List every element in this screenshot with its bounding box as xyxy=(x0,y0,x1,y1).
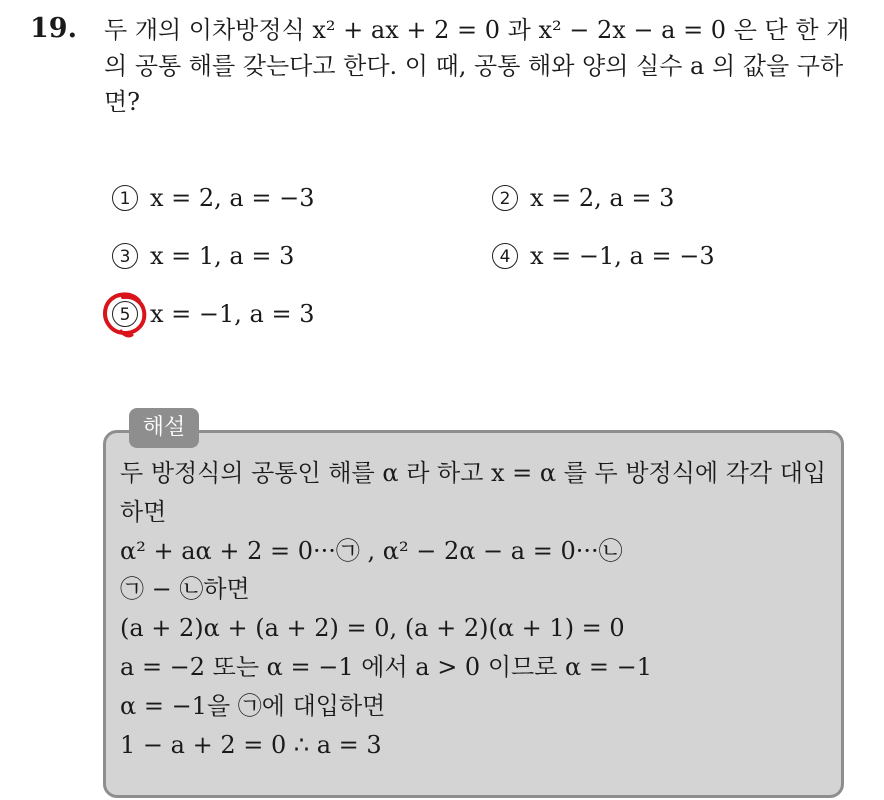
solution-line-3: ㉠ − ㉡하면 xyxy=(120,575,250,604)
solution-line-4: (a + 2)α + (a + 2) = 0, (a + 2)(α + 1) = 0 xyxy=(120,614,625,643)
solution-tag: 해설 xyxy=(129,408,199,448)
choice-2-number: 2 xyxy=(492,185,518,211)
solution-line-6: α = −1을 ㉠에 대입하면 xyxy=(120,691,386,720)
answer-circle-tail xyxy=(121,331,132,336)
choice-2[interactable] xyxy=(492,178,832,218)
choice-3-text: x = 1, a = 3 xyxy=(150,242,295,270)
choice-1-text: x = 2, a = −3 xyxy=(150,184,315,212)
choice-1[interactable] xyxy=(112,178,492,218)
choice-4[interactable] xyxy=(492,236,832,276)
question-text: 두 개의 이차방정식 x² + ax + 2 = 0 과 x² − 2x − a = 0 은 단 한 개의 공통 해를 갖는다고 한다. 이 때, 공통 해와 양의 실수 a 의 값을 구하면? xyxy=(104,16,850,116)
choice-5-number: 5 xyxy=(112,301,138,327)
answer-choices xyxy=(112,178,832,334)
question-number: 19. xyxy=(30,13,77,44)
choice-5-text: x = −1, a = 3 xyxy=(150,300,315,328)
solution-line-5: a = −2 또는 α = −1 에서 a > 0 이므로 α = −1 xyxy=(120,652,652,681)
solution-line-2: α² + aα + 2 = 0···㉠ , α² − 2α − a = 0···㉡ xyxy=(120,536,623,565)
choice-4-number: 4 xyxy=(492,243,518,269)
choice-1-number: 1 xyxy=(112,185,138,211)
solution-line-1: 두 방정식의 공통인 해를 α 라 하고 x = α 를 두 방정식에 각각 대입하면 xyxy=(120,459,827,526)
solution-body xyxy=(120,454,835,764)
choice-3-number: 3 xyxy=(112,243,138,269)
solution-line-7: 1 − a + 2 = 0 ∴ a = 3 xyxy=(120,730,382,759)
choice-4-text: x = −1, a = −3 xyxy=(530,242,715,270)
choice-5[interactable] xyxy=(112,294,492,334)
choice-3[interactable] xyxy=(112,236,492,276)
choice-2-text: x = 2, a = 3 xyxy=(530,184,675,212)
